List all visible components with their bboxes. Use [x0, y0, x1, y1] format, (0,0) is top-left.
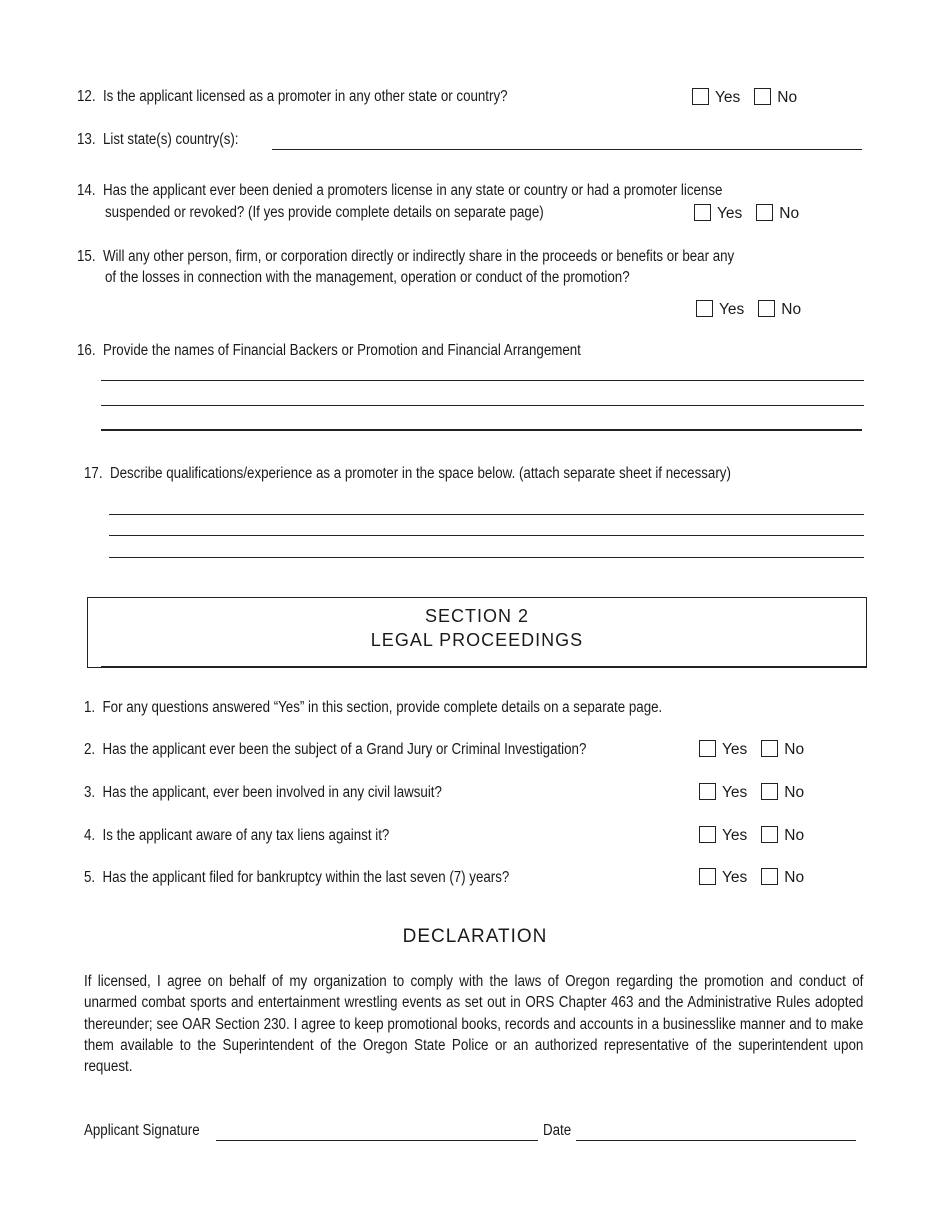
- question-13: [77, 131, 239, 149]
- q16-answer-line-3[interactable]: [101, 429, 862, 431]
- declaration-body: [84, 971, 864, 1077]
- legal-item-5: [84, 869, 509, 887]
- question-12: [77, 88, 508, 106]
- yes-label: Yes: [715, 89, 741, 106]
- question-15-line2: of the losses in connection with the management, operation or conduct of the promotion?: [105, 269, 630, 286]
- question-text-line1: Will any other person, firm, or corporation directly or indirectly share in the proceeds or benefits or bear any: [102, 248, 735, 265]
- date-line[interactable]: [576, 1140, 856, 1141]
- question-text: Is the applicant licensed as a promoter in any other state or country?: [102, 88, 508, 105]
- item-text: Has the applicant ever been the subject of a Grand Jury or Criminal Investigation?: [102, 741, 587, 758]
- q12-yes-checkbox[interactable]: [692, 88, 709, 105]
- legal-item-1: [84, 699, 662, 717]
- yes-label: Yes: [722, 869, 748, 886]
- question-text: List state(s) country(s):: [102, 131, 239, 148]
- question-16: [77, 342, 581, 360]
- legal-4-no-checkbox[interactable]: [761, 826, 778, 843]
- q14-yes-checkbox[interactable]: [694, 204, 711, 221]
- item-text: Has the applicant filed for bankruptcy within the last seven (7) years?: [102, 869, 510, 886]
- question-number: 12.: [77, 88, 96, 105]
- applicant-signature-line[interactable]: [216, 1140, 538, 1141]
- item-number: 4.: [84, 827, 96, 844]
- item-text: For any questions answered “Yes” in this section, provide complete details on a separate page.: [102, 699, 663, 716]
- q16-answer-line-1[interactable]: [101, 380, 864, 381]
- item-number: 2.: [84, 741, 96, 758]
- q14-no-checkbox[interactable]: [756, 204, 773, 221]
- q13-answer-line[interactable]: [272, 149, 862, 150]
- question-number: 16.: [77, 342, 96, 359]
- yes-label: Yes: [722, 827, 748, 844]
- q17-answer-line-3[interactable]: [109, 557, 864, 558]
- legal-item-4-options: [699, 826, 818, 845]
- legal-item-2: [84, 741, 586, 759]
- no-label: No: [784, 827, 805, 844]
- yes-label: Yes: [717, 205, 743, 222]
- legal-3-yes-checkbox[interactable]: [699, 783, 716, 800]
- declaration-text: If licensed, I agree on behalf of my organization to comply with the laws of Oregon regarding the promotion and conduct of unarmed combat sports and entertainment wrestling events as set out in ORS Chapter 463 and the Administrative Rules adopted thereunder; see OAR Section 230. I agree to keep promotional books, records and accounts in a businesslike manner and to make them available to the Superintendent of the Oregon State Police or an authorized representative of the superintendent upon request.: [84, 973, 864, 1076]
- q14-options: [694, 204, 813, 223]
- question-15: [77, 248, 734, 266]
- question-14: [77, 182, 722, 200]
- applicant-signature-label: Applicant Signature: [84, 1122, 200, 1139]
- declaration-title: DECLARATION: [402, 926, 548, 947]
- question-text: Provide the names of Financial Backers or Promotion and Financial Arrangement: [102, 342, 581, 359]
- yes-label: Yes: [722, 784, 748, 801]
- legal-item-3-options: [699, 783, 818, 802]
- date-label: Date: [543, 1122, 572, 1139]
- q15-options: [696, 300, 815, 319]
- legal-5-no-checkbox[interactable]: [761, 868, 778, 885]
- q17-answer-line-1[interactable]: [109, 514, 864, 515]
- item-number: 1.: [84, 699, 96, 716]
- no-label: No: [777, 89, 798, 106]
- legal-5-yes-checkbox[interactable]: [699, 868, 716, 885]
- legal-3-no-checkbox[interactable]: [761, 783, 778, 800]
- no-label: No: [781, 301, 802, 318]
- question-17: [84, 465, 731, 483]
- legal-2-no-checkbox[interactable]: [761, 740, 778, 757]
- question-number: 15.: [77, 248, 96, 265]
- legal-item-5-options: [699, 868, 818, 887]
- item-text: Has the applicant, ever been involved in any civil lawsuit?: [102, 784, 442, 801]
- yes-label: Yes: [719, 301, 745, 318]
- q15-no-checkbox[interactable]: [758, 300, 775, 317]
- legal-item-3: [84, 784, 442, 802]
- no-label: No: [784, 741, 805, 758]
- question-text-line1: Has the applicant ever been denied a promoters license in any state or country or had a promoter license: [102, 182, 723, 199]
- question-number: 14.: [77, 182, 96, 199]
- question-number: 13.: [77, 131, 96, 148]
- section-2-header: [87, 597, 867, 668]
- q12-options: [692, 88, 811, 107]
- legal-item-4: [84, 827, 389, 845]
- q15-yes-checkbox[interactable]: [696, 300, 713, 317]
- item-number: 3.: [84, 784, 96, 801]
- section-title: SECTION 2: [424, 606, 530, 626]
- q12-no-checkbox[interactable]: [754, 88, 771, 105]
- question-14-line2: suspended or revoked? (If yes provide complete details on separate page): [105, 204, 544, 221]
- question-number: 17.: [84, 465, 103, 482]
- legal-2-yes-checkbox[interactable]: [699, 740, 716, 757]
- section-subtitle: LEGAL PROCEEDINGS: [370, 630, 584, 650]
- yes-label: Yes: [722, 741, 748, 758]
- legal-item-2-options: [699, 740, 818, 759]
- no-label: No: [779, 205, 800, 222]
- item-number: 5.: [84, 869, 96, 886]
- item-text: Is the applicant aware of any tax liens against it?: [102, 827, 390, 844]
- section-2-underline: [101, 666, 866, 668]
- no-label: No: [784, 784, 805, 801]
- legal-4-yes-checkbox[interactable]: [699, 826, 716, 843]
- question-text: Describe qualifications/experience as a promoter in the space below. (attach separate sheet if necessary): [109, 465, 731, 482]
- no-label: No: [784, 869, 805, 886]
- q17-answer-line-2[interactable]: [109, 535, 864, 536]
- q16-answer-line-2[interactable]: [101, 405, 864, 406]
